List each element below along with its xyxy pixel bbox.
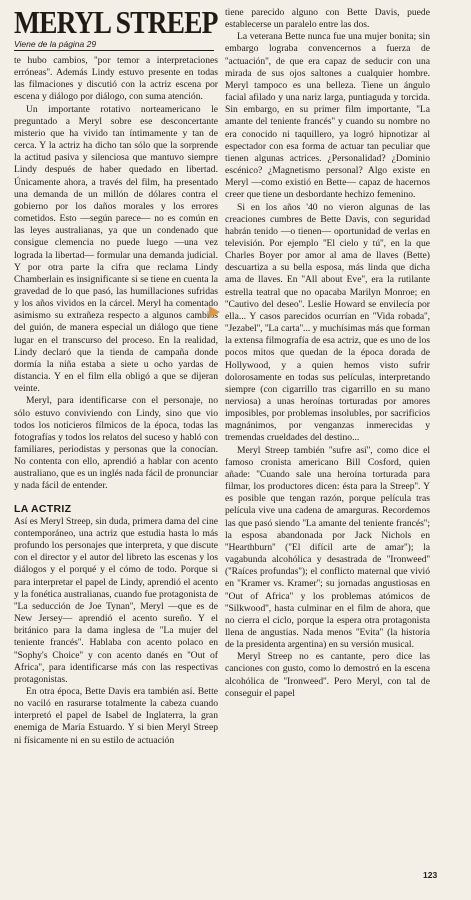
section-heading: LA ACTRIZ [14,502,72,515]
continuation-note: Viene de la página 29 [14,39,97,49]
page-number: 123 [423,870,438,880]
paragraph: Un importante rotativo norteamericano le preguntado a Meryl sobre ese desconcertante misterio que ha vivido tan íntimamente y tan de cerca. Y la actriz ha dicho tan sólo que la sorprende la actitud pasiva y silenciosa que mantuvo siempre Lindy después de haber quedado en libertad. Únicamente ahora, a través del film, ha presentado una demanda de un millón de dólares contra el gobierno por los daños morales y los errores cometidos. Esto —según parece— no es común en las leyes australianas, ya que un condenado que consigue clemencia no puede luego —una vez lograda la libertad— formular una demanda judicial. Y por otra parte la cifra que reclama Lindy Chamberlain es insignificante si se tiene en cuenta la gravedad de lo que pasó, las humillaciones sufridas y los años vividos en la cárcel. Meryl ha comentado asimismo su extrañeza respecto a algunos cambios del guión, de manera especial un diálogo que tiene lugar en el transcurso del proceso. En la realidad, Lindy declaró que la tienda de campaña donde dormía la niña estaba a siete u ocho yardas de distancia. Y en el film ella obligó a que se dijeran veinte. [14,103,218,395]
title-rule [14,50,214,51]
paragraph: tiene parecido alguno con Bette Davis, puede establecerse un paralelo entre las dos. [225,7,430,31]
paragraph: En otra época, Bette Davis era también así. Bette no vaciló en rasurarse totalmente la cabeza cuando interpretó el papel de Isabel de Inglaterra, la gran enemiga de María Estuardo. Y si bien Meryl Streep ni físicamente ni en su estilo de actuación [14,685,218,746]
paragraph: Meryl, para identificarse con el personaje, no sólo estuvo conviviendo con Lindy, sino que vio todos los noticieros fílmicos de la época, todas las fotografías y todos los relatos del suceso y habló con familiares, periodistas y personas que la conocían. No contenta con ello, aprendió a hablar con acento australiano, que es un inglés nada fácil de pronunciar y nada fácil de entender. [14,395,218,492]
right-column [225,7,430,700]
paragraph: Así es Meryl Streep, sin duda, primera dama del cine contemporáneo, una actriz que estudia hasta lo más profundo los personajes que interpreta, y que discute con el director y el autor del libreto las escenas y los diálogos y el porqué y el cómo de todo. Porque si para interpretar el papel de Lindy, aprendió el acento y la fonética australianas, cuando fue protagonista de ''La seducción de Joe Tynan'', Meryl —que es de New Jersey— aprendió el acento sureño. Y el británico para la dama inglesa de ''La mujer del teniente francés''. Hablaba con acento polaco en ''Sophy's Choice'' y con acento danés en ''Out of Africa'', para identificarse más con las respectivas protagonistas. [14,515,218,685]
paragraph: Meryl Streep no es cantante, pero dice las canciones con gusto, como lo demostró en la escena alcohólica de ''Ironweed''. Pero Meryl, con tal de conseguir el papel [225,651,430,699]
article-title: MERYL STREEP [14,4,218,40]
paragraph: La veterana Bette nunca fue una mujer bonita; sin embargo lograba convencernos a fuerza de ''actuación'', de que era capaz de seducir con una mirada de sus ojos saltones a cualquier hombre. Meryl tampoco es una belleza. Tiene un ángulo facial afilado y una nariz larga, puntiaguda y torcida. Sin embargo, en su primer film importante, ''La amante del teniente francés'' y cuando su nombre no era conocido ni taquillero, ya logró hipnotizar al espectador con esa forma de actuar tan peculiar que tienen algunas actrices. ¿Personalidad? ¿Dominio escénico? ¿Magnetismo personal? Algo existe en Meryl —como existió en Bette— capaz de hacernos creer que tiene un desbordante hechizo femenino. [225,31,430,201]
left-column [14,55,218,747]
paragraph: Si en los años '40 no vieron algunas de las creaciones cumbres de Bette Davis, con seguridad habrán tenido —o tienen— oportunidad de verlas en televisión. Por ejemplo ''El cielo y tú'', en la que Charles Boyer por amor al ama de llaves (Bette) descuartiza a su bella esposa, más linda que dicha ama de llaves. En ''All about Eve'', era la rutilante estrella teatral que no opacaba Marilyn Monroe; en ''Cautivo del deseo''. Leslie Howard se envilecía por ella... Y casos parecidos ocurrían en ''Vida robada'', ''Jezabel'', ''La carta''... y muchísimas más que forman la extensa filmografía de esa actriz, que es uno de los pocos mitos que quedan de la época dorada de Hollywood, y a quien hemos visto sufrir dolorosamente en todas sus películas, interpretando siempre (con cigarrillo tras cigarrillo en su mano nerviosa) a unas heroínas torturadas por amores imposibles, por problemas insolubles, por sacrificios magnánimos, por venganzas inmerecidas y tremendas crueldades del destino... [225,201,430,444]
paragraph: Meryl Streep también ''sufre así'', como dice el famoso cronista americano Bill Cosford, quien añade: ''Cuando sale una heroína torturada para filmar, los productores dicen: ésta para la Streep''. Y es posible que tengan razón, porque película tras película vive una cadena de amarguras. Recordemos las que pasó siendo ''La amante del teniente francés''; la esposa abandonada por Jack Nichols en ''Hearthburn'' (''El difícil arte de amar''); la vagabunda alcohólica y desastrada de ''Ironweed'' (''Raíces profundas''); el conflicto maternal que vivió en ''Kramer vs. Kramer''; su jornadas angustiosas en ''Out of Africa'' y los problemas atómicos de ''Silkwood'', hasta culminar en el film de ahora, que no cierra el ciclo, porque la espera otra protagonista llena de angustias. Nada menos ''Evita'' (la historia de la presidenta argentina) en su versión musical. [225,444,430,651]
bookmark-marker-icon [209,306,220,318]
paragraph: te hubo cambios, ''por temor a interpretaciones erróneas''. Además Lindy estuvo presente en todas las filmaciones y discutió con la actriz escena por escena y diálogo por diálogo, con suma atención. [14,55,218,103]
